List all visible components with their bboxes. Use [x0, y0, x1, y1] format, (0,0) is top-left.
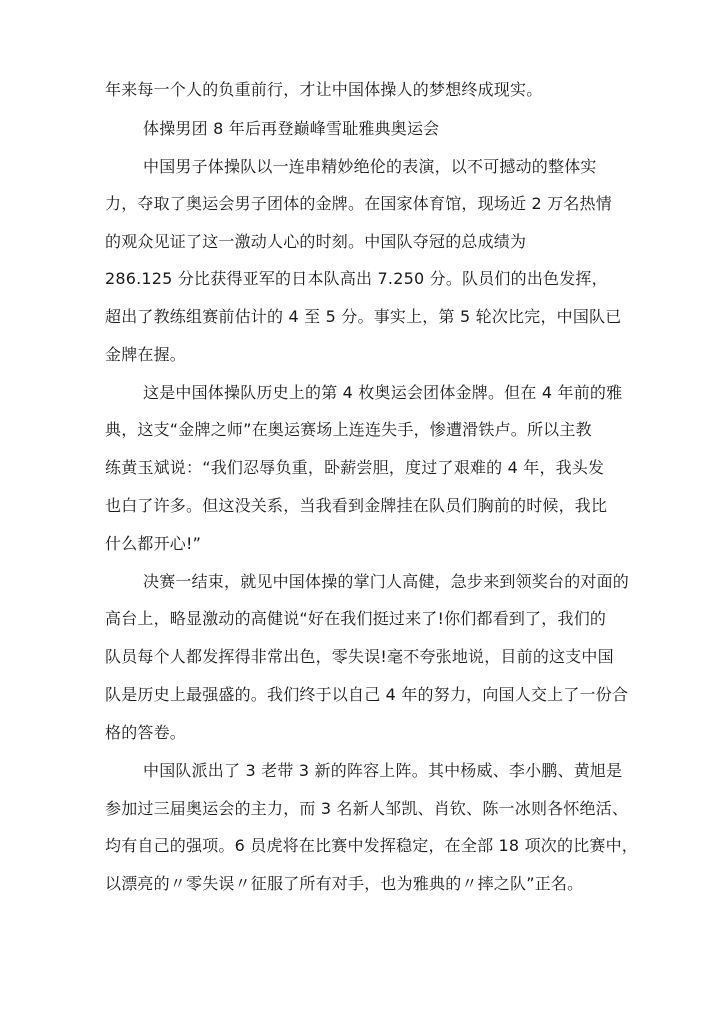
text-line: 中国男子体操队以一连串精妙绝伦的表演，以不可撼动的整体实: [143, 157, 597, 176]
text-line: 队员每个人都发挥得非常出色，零失误!毫不夸张地说，目前的这支中国: [105, 647, 614, 666]
text-line: 什么都开心!”: [105, 534, 202, 553]
text-line: 力，夺取了奥运会男子团体的金牌。在国家体育馆，现场近 2 万名热情: [105, 194, 612, 213]
text-line: 典，这支“金牌之师”在奥运赛场上连连失手，惨遭滑铁卢。所以主教: [105, 420, 592, 439]
text-line: 这是中国体操队历史上的第 4 枚奥运会团体金牌。但在 4 年前的雅: [143, 383, 623, 402]
text-line: 中国队派出了 3 老带 3 新的阵容上阵。其中杨威、李小鹏、黄旭是: [143, 761, 623, 780]
text-line: 的观众见证了这一激动人心的时刻。中国队夺冠的总成绩为: [105, 232, 527, 251]
text-line: 金牌在握。: [105, 345, 187, 364]
text-line: 练黄玉斌说：“我们忍辱负重，卧薪尝胆，度过了艰难的 4 年，我头发: [105, 458, 605, 477]
text-line: 队是历史上最强盛的。我们终于以自己 4 年的努力，向国人交上了一份合: [105, 685, 629, 704]
text-line: 决赛一结束，就见中国体操的掌门人高健，急步来到领奖台的对面的: [143, 572, 630, 591]
section-heading: 体操男团 8 年后再登巅峰雪耻雅典奥运会: [143, 119, 440, 138]
text-line: 也白了许多。但这没关系，当我看到金牌挂在队员们胸前的时候，我比: [105, 496, 608, 515]
text-line: 年来每一个人的负重前行，才让中国体操人的梦想终成现实。: [105, 80, 543, 99]
text-line: 均有自己的强项。6 员虎将在比赛中发挥稳定，在全部 18 项次的比赛中，: [105, 836, 638, 855]
text-line: 参加过三届奥运会的主力，而 3 名新人邹凯、肖钦、陈一冰则各怀绝活、: [105, 799, 629, 818]
text-line: 格的答卷。: [105, 723, 187, 742]
text-line: 高台上，略显激动的高健说“好在我们挺过来了!你们都看到了，我们的: [105, 609, 607, 628]
text-line: 超出了教练组赛前估计的 4 至 5 分。事实上，第 5 轮次比完，中国队已: [105, 307, 622, 326]
text-line: 286.125 分比获得亚军的日本队高出 7.250 分。队员们的出色发挥，: [105, 269, 608, 288]
text-line: 以漂亮的〃零失误〃征服了所有对手，也为雅典的〃摔之队”正名。: [105, 874, 584, 893]
